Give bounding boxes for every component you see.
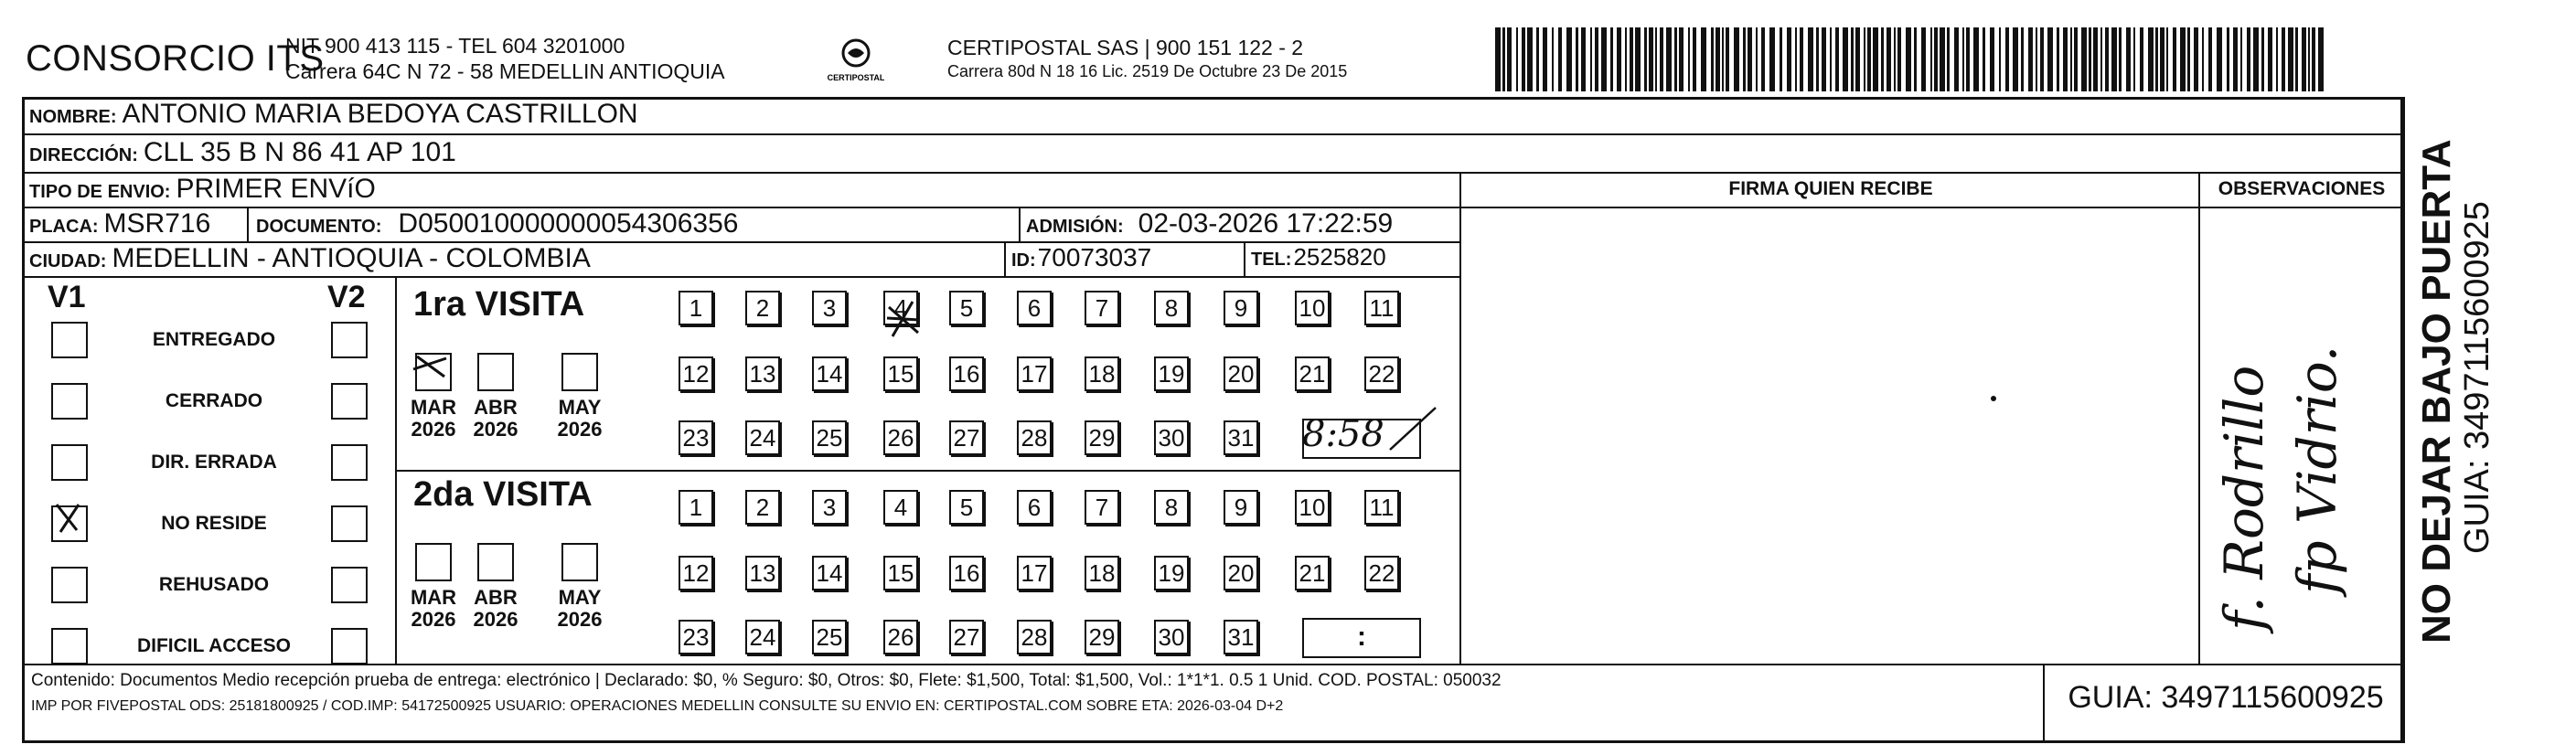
month-label: MAR: [410, 396, 457, 419]
day-15[interactable]: 15: [883, 356, 918, 391]
year-label: 2026: [557, 418, 603, 441]
day-30[interactable]: 30: [1154, 420, 1189, 455]
observation-line-1: f. Rodrillo: [2213, 365, 2275, 631]
day-13[interactable]: 13: [745, 356, 780, 391]
day-19[interactable]: 19: [1154, 556, 1189, 590]
day-15[interactable]: 15: [883, 556, 918, 590]
observations-header: OBSERVACIONES: [2218, 178, 2386, 199]
day-7[interactable]: 7: [1085, 291, 1119, 325]
logo-text: CERTIPOSTAL: [828, 73, 884, 82]
id-label: ID:: [1011, 250, 1036, 271]
day-24[interactable]: 24: [745, 420, 780, 455]
day-25[interactable]: 25: [812, 620, 847, 654]
day-24[interactable]: 24: [745, 620, 780, 654]
day-9[interactable]: 9: [1224, 291, 1258, 325]
recipient-name: ANTONIO MARIA BEDOYA CASTRILLON: [122, 99, 638, 129]
admission: 02-03-2026 17:22:59: [1138, 208, 1394, 239]
day-10[interactable]: 10: [1295, 490, 1330, 525]
day-8[interactable]: 8: [1154, 291, 1189, 325]
tel: 2525820: [1293, 243, 1386, 271]
day-29[interactable]: 29: [1085, 620, 1119, 654]
id: 70073037: [1037, 243, 1152, 271]
month-label: MAY: [558, 396, 602, 419]
month-mark: [413, 356, 446, 377]
year-label: 2026: [411, 418, 456, 441]
plate-label: PLACA:: [29, 217, 99, 237]
visit1-title: 1ra VISITA: [413, 285, 585, 324]
day-4[interactable]: 4: [883, 291, 918, 325]
day-31[interactable]: 31: [1224, 420, 1258, 455]
day-18[interactable]: 18: [1085, 356, 1119, 391]
carrier-address: Carrera 80d N 18 16 Lic. 2519 De Octubre 23 De 2015: [947, 62, 1348, 80]
day-2[interactable]: 2: [745, 490, 780, 525]
document-label: DOCUMENTO:: [256, 217, 382, 237]
day-3[interactable]: 3: [812, 291, 847, 325]
city-label: CIUDAD:: [29, 251, 107, 271]
status-label: CERRADO: [165, 390, 263, 411]
company-name: CONSORCIO ITS: [26, 38, 325, 79]
day-10[interactable]: 10: [1295, 291, 1330, 325]
day-21[interactable]: 21: [1295, 556, 1330, 590]
day-12[interactable]: 12: [679, 556, 713, 590]
day-8[interactable]: 8: [1154, 490, 1189, 525]
status-label: DIFICIL ACCESO: [136, 635, 291, 656]
day-31[interactable]: 31: [1224, 620, 1258, 654]
day-9[interactable]: 9: [1224, 490, 1258, 525]
month-label: ABR: [474, 396, 518, 419]
tel-label: TEL:: [1251, 250, 1292, 270]
day-22[interactable]: 22: [1364, 556, 1399, 590]
admission-label: ADMISIÓN:: [1026, 217, 1124, 237]
status-mark: [57, 505, 79, 532]
company-nit: NIT 900 413 115 - TEL 604 3201000: [285, 34, 625, 58]
no-dejar-bajo-puerta: NO DEJAR BAJO PUERTA: [2414, 139, 2459, 643]
day-7[interactable]: 7: [1085, 490, 1119, 525]
status-label: REHUSADO: [158, 574, 270, 595]
day-mark: [887, 302, 920, 336]
day-12[interactable]: 12: [679, 356, 713, 391]
company-address: Carrera 64C N 72 - 58 MEDELLIN ANTIOQUIA: [285, 59, 725, 83]
day-1[interactable]: 1: [679, 291, 713, 325]
day-20[interactable]: 20: [1224, 356, 1258, 391]
day-13[interactable]: 13: [745, 556, 780, 590]
day-5[interactable]: 5: [949, 490, 984, 525]
signature-header: FIRMA QUIEN RECIBE: [1728, 178, 1933, 199]
day-18[interactable]: 18: [1085, 556, 1119, 590]
day-6[interactable]: 6: [1017, 490, 1052, 525]
side-guia: GUIA: 3497115600925: [2458, 201, 2496, 554]
visit1-time: 8:58: [1302, 413, 1384, 455]
day-28[interactable]: 28: [1017, 420, 1052, 455]
document: D050010000000054306356: [398, 208, 739, 239]
observation-line-2: fp Vidrio.: [2286, 345, 2348, 594]
v1-label: V1: [48, 280, 86, 314]
month-label: MAY: [558, 586, 602, 609]
day-1[interactable]: 1: [679, 490, 713, 525]
status-label: ENTREGADO: [152, 329, 276, 350]
day-21[interactable]: 21: [1295, 356, 1330, 391]
year-label: 2026: [473, 418, 518, 441]
day-29[interactable]: 29: [1085, 420, 1119, 455]
day-5[interactable]: 5: [949, 291, 984, 325]
footer-content: Contenido: Documentos Medio recepción prueba de entrega: electrónico | Declarado: $0, % Seguro: $0, Otros: $0, Flete: $1,500, Total: $1,500, Vol.: 1*1*1. 0.5 1 Unid. COD. POSTAL: 050032: [31, 671, 1502, 690]
day-26[interactable]: 26: [883, 420, 918, 455]
status-label: DIR. ERRADA: [151, 452, 277, 473]
month-label: MAR: [410, 586, 457, 609]
day-11[interactable]: 11: [1364, 490, 1399, 525]
year-label: 2026: [473, 608, 518, 631]
day-3[interactable]: 3: [812, 490, 847, 525]
day-14[interactable]: 14: [812, 556, 847, 590]
v2-label: V2: [327, 280, 366, 314]
month-label: ABR: [474, 586, 518, 609]
day-17[interactable]: 17: [1017, 356, 1052, 391]
day-27[interactable]: 27: [949, 420, 984, 455]
year-label: 2026: [557, 608, 603, 631]
day-2[interactable]: 2: [745, 291, 780, 325]
day-6[interactable]: 6: [1017, 291, 1052, 325]
footer-guia: GUIA: 3497115600925: [2068, 680, 2384, 715]
visit2-title: 2da VISITA: [413, 475, 593, 514]
carrier-line: CERTIPOSTAL SAS | 900 151 122 - 2: [947, 36, 1304, 59]
address-label: DIRECCIÓN:: [29, 145, 138, 165]
day-16[interactable]: 16: [949, 356, 984, 391]
day-28[interactable]: 28: [1017, 620, 1052, 654]
day-23[interactable]: 23: [679, 620, 713, 654]
day-30[interactable]: 30: [1154, 620, 1189, 654]
day-20[interactable]: 20: [1224, 556, 1258, 590]
footer-imp: IMP POR FIVEPOSTAL ODS: 25181800925 / COD.IMP: 54172500925 USUARIO: OPERACIONES MEDELLIN CONSULTE SU ENVIO EN: CERTIPOSTAL.COM SOBRE ETA: 2026-03-04 D+2: [31, 698, 1284, 714]
day-16[interactable]: 16: [949, 556, 984, 590]
day-11[interactable]: 11: [1364, 291, 1399, 325]
time-mark: [1390, 408, 1436, 450]
time-separator: :: [1357, 622, 1366, 652]
day-27[interactable]: 27: [949, 620, 984, 654]
day-17[interactable]: 17: [1017, 556, 1052, 590]
day-4[interactable]: 4: [883, 490, 918, 525]
day-14[interactable]: 14: [812, 356, 847, 391]
ink-dot: [1991, 396, 1996, 401]
day-26[interactable]: 26: [883, 620, 918, 654]
day-23[interactable]: 23: [679, 420, 713, 455]
send-type-label: TIPO DE ENVIO:: [29, 182, 171, 202]
day-25[interactable]: 25: [812, 420, 847, 455]
plate: MSR716: [103, 208, 211, 239]
year-label: 2026: [411, 608, 456, 631]
recipient-address: CLL 35 B N 86 41 AP 101: [143, 137, 456, 167]
name-label: NOMBRE:: [29, 107, 117, 127]
day-19[interactable]: 19: [1154, 356, 1189, 391]
send-type: PRIMER ENVíO: [176, 174, 376, 204]
day-22[interactable]: 22: [1364, 356, 1399, 391]
status-label: NO RESIDE: [161, 513, 267, 534]
city: MEDELLIN - ANTIOQUIA - COLOMBIA: [112, 243, 591, 273]
